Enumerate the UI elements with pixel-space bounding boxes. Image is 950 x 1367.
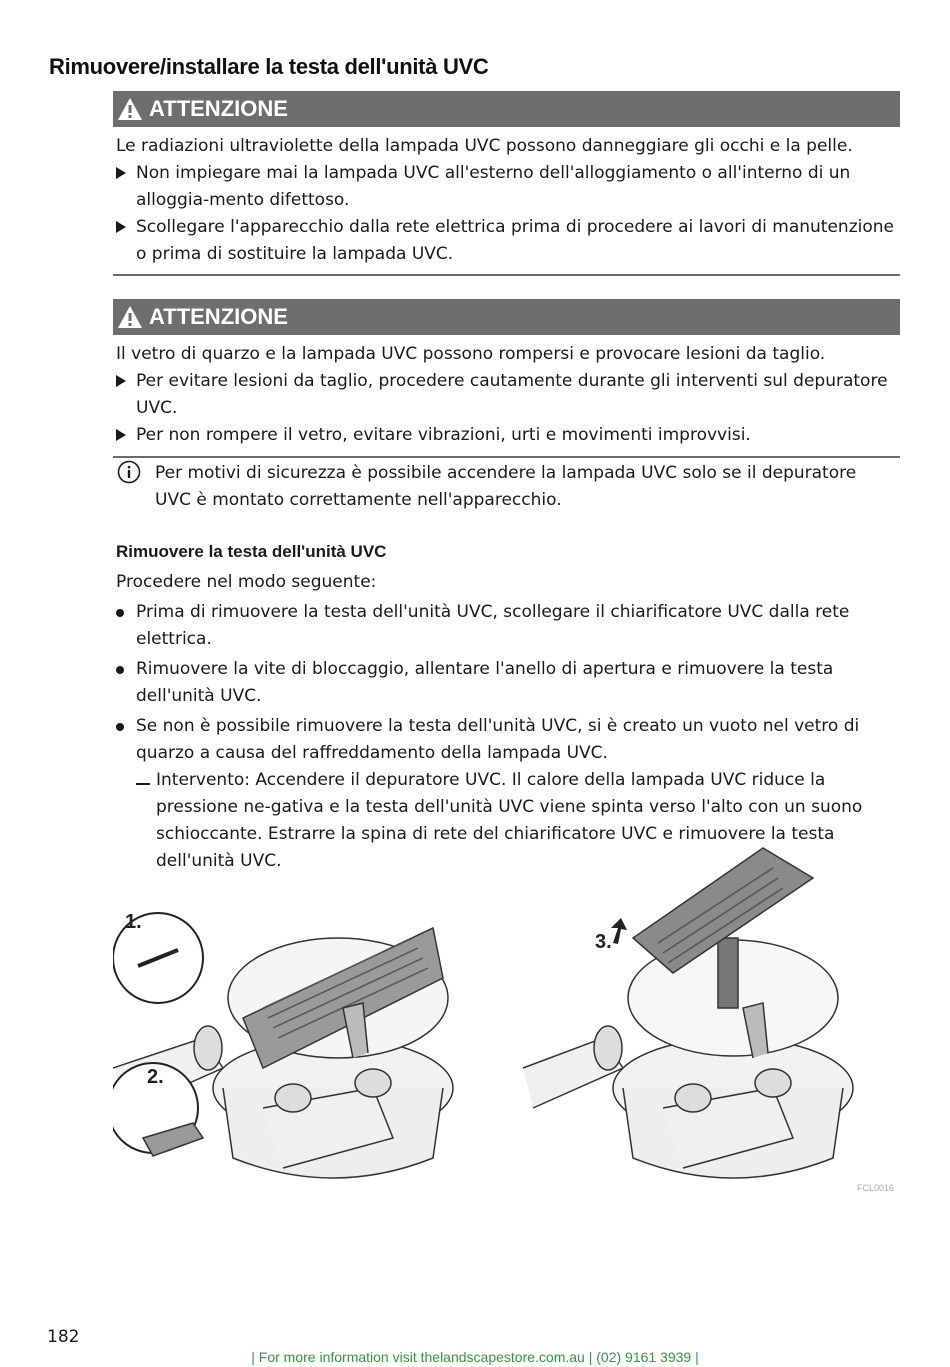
bullet-dot-icon [116,723,124,731]
list-item-text: Per evitare lesioni da taglio, procedere cautamente durante gli interventi sul depuratore UVC. [136,371,888,418]
list-item [116,599,906,653]
up-arrow-icon [611,918,627,944]
uvc-head-removal-illustration [113,838,903,1208]
warning-heading: ATTENZIONE [149,96,288,121]
warning-box-uv [113,91,900,276]
info-icon [117,460,141,484]
list-item-text: Per non rompere il vetro, evitare vibrazioni, urti e movimenti improvvisi. [136,425,751,445]
warning-box-glass [113,299,900,458]
info-text: Per motivi di sicurezza è possibile accendere la lampada UVC solo se il depuratore UVC è montato correttamente nell'apparecchio. [155,463,857,510]
procedure-section [116,542,906,875]
bullet-dot-icon [116,666,124,674]
list-item-text: Se non è possibile rimuovere la testa dell'unità UVC, si è creato un vuoto nel vetro di quarzo a causa del raffreddamento della lampada UVC. [136,716,860,763]
dash-bullet-icon [136,783,150,785]
list-item-text: Prima di rimuovere la testa dell'unità UVC, scollegare il chiarificatore UVC dalla rete elettrica. [136,602,850,649]
warning-triangle-icon [117,305,143,329]
list-item-text: Scollegare l'apparecchio dalla rete elettrica prima di procedere ai lavori di manutenzione o prima di sostituire la lampada UVC. [136,217,894,264]
sub-list-item-text: Intervento: Accendere il depuratore UVC. Il calore della lampada UVC riduce la pressione ne-gativa e la testa dell'unità UVC viene spinta verso l'alto con un suono schioccante. Estrarre la spina di rete del chiarificatore UVC e rimuovere la testa dell'unità UVC. [156,770,863,871]
list-item [116,368,900,422]
bullet-dot-icon [116,609,124,617]
warning-header [113,91,900,127]
figure-code: FCL0016 [857,1183,895,1193]
list-item [116,422,900,450]
warning-triangle-icon [117,97,143,121]
arrow-bullet-icon [116,167,126,179]
info-note [117,460,887,514]
warning-intro: Le radiazioni ultraviolette della lampada UVC possono danneggiare gli occhi e la pelle. [116,136,853,156]
list-item [116,713,906,767]
list-item-text: Non impiegare mai la lampada UVC all'esterno dell'alloggiamento o all'interno di un alloggia-mento difettoso. [136,163,851,210]
section-intro: Procedere nel modo seguente: [116,572,377,592]
warning-intro: Il vetro di quarzo e la lampada UVC possono rompersi e provocare lesioni da taglio. [116,344,826,364]
step-label-3: 3. [595,931,612,953]
section-heading: Rimuovere la testa dell'unità UVC [116,542,387,561]
list-item-text: Rimuovere la vite di bloccaggio, allentare l'anello di apertura e rimuovere la testa dell'unità UVC. [136,659,834,706]
step-label-1: 1. [125,911,142,933]
list-item [116,160,900,214]
device-right-drawing [523,848,853,1178]
footer-note: | For more information visit thelandscapestore.com.au | (02) 9161 3939 | [251,1349,699,1365]
list-item [116,656,906,710]
page-number: 182 [47,1327,80,1347]
warning-header [113,299,900,335]
arrow-bullet-icon [116,429,126,441]
device-left-drawing [113,913,453,1178]
arrow-bullet-icon [116,375,126,387]
list-item [116,214,900,268]
warning-heading: ATTENZIONE [149,304,288,329]
page-title: Rimuovere/installare la testa dell'unità UVC [49,54,489,79]
step-label-2: 2. [147,1066,164,1088]
arrow-bullet-icon [116,221,126,233]
